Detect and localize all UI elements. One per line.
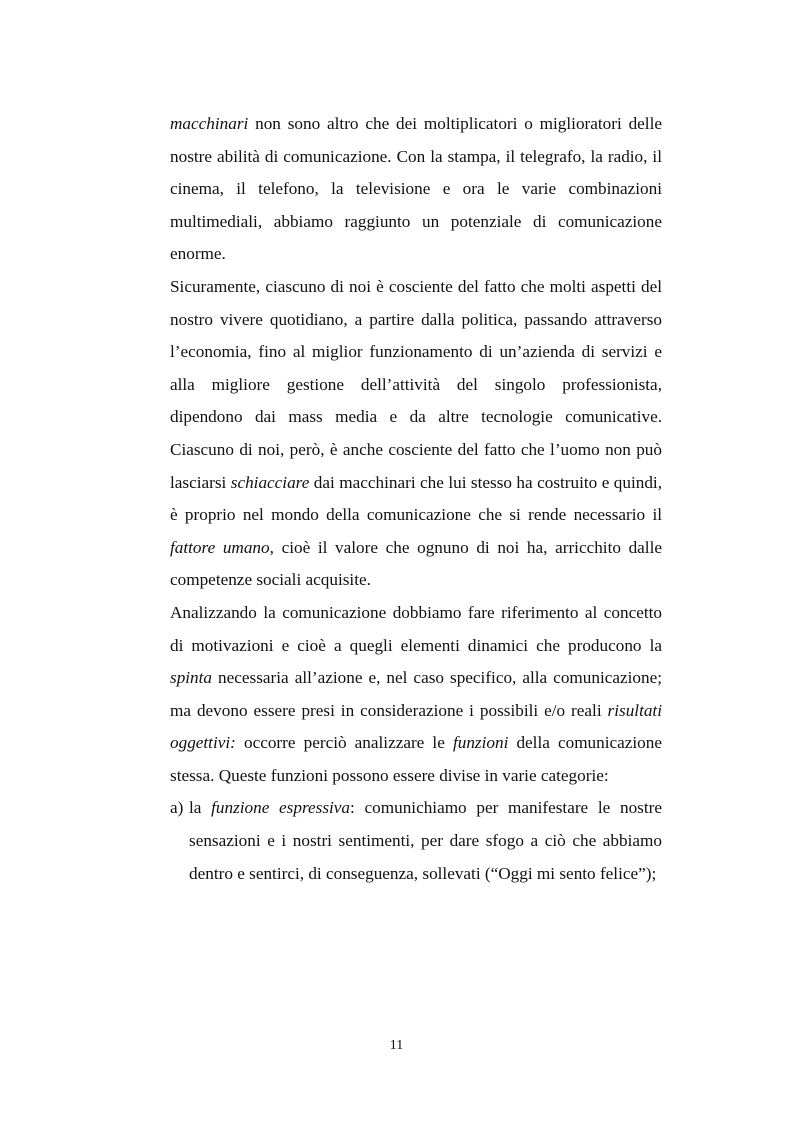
text-run: la <box>189 798 212 818</box>
paragraph <box>170 271 662 597</box>
text-run: : comunichiamo per manifestare le nostre sensazioni e i nostri sentimenti, per dare sfogo a ciò che abbiamo dentro e sentirci, di conseguenza, sollevati (“Oggi mi sento felice”); <box>189 798 662 883</box>
italic-run: risultati oggettivi: <box>170 700 662 753</box>
italic-run: funzione espressiva <box>211 798 351 818</box>
text-run: , cioè il valore che ognuno di noi ha, arricchito dalle competenze sociali acquisite. <box>170 537 662 590</box>
italic-run: funzioni <box>452 733 509 753</box>
text-run: occorre perciò analizzare le <box>235 733 453 753</box>
italic-run: fattore umano <box>170 537 270 557</box>
text-run: Analizzando la comunicazione dobbiamo fare riferimento al concetto di motivazioni e cioè a quegli elementi dinamici che producono la <box>170 602 662 655</box>
list-item-text <box>189 798 662 882</box>
page-number: 11 <box>389 1038 404 1053</box>
text-run: necessaria all’azione e, nel caso specifico, alla comunicazione; ma devono essere presi in considerazione i possibili e/o reali <box>170 668 662 720</box>
text-run: della comunicazione stessa. Queste funzioni possono essere divise in varie categorie: <box>170 733 662 785</box>
text-run: non sono altro che dei moltiplicatori o miglioratori delle nostre abilità di comunicazione. Con la stampa, il telegrafo, la radio, il cinema, il telefono, la televisione e ora le varie combinazioni multimediali, abbiamo raggiunto un potenziale di comunicazione enorme. <box>170 114 662 264</box>
text-run: Sicuramente, ciascuno di noi è cosciente del fatto che molti aspetti del nostro vivere quotidiano, a partire dalla politica, passando attraverso l’economia, fino al miglior funzionamento di un’azienda di servizi e alla migliore gestione dell’attività del singolo professionista, dipendono dai mass media e da altre tecnologie comunicative. Ciascuno di noi, però, è anche cosciente del fatto che l’uomo non può lasciarsi <box>170 276 662 492</box>
italic-run: spinta <box>170 668 213 688</box>
paragraph <box>170 108 662 271</box>
page-body <box>170 108 662 890</box>
italic-run: macchinari <box>170 114 249 133</box>
paragraph <box>170 597 662 793</box>
list-marker: a) <box>170 798 184 818</box>
text-run: dai macchinari che lui stesso ha costruito e quindi, è proprio nel mondo della comunicazione che si rende necessario il <box>170 472 662 525</box>
list-item <box>170 792 662 890</box>
italic-run: schiacciare <box>230 472 310 492</box>
